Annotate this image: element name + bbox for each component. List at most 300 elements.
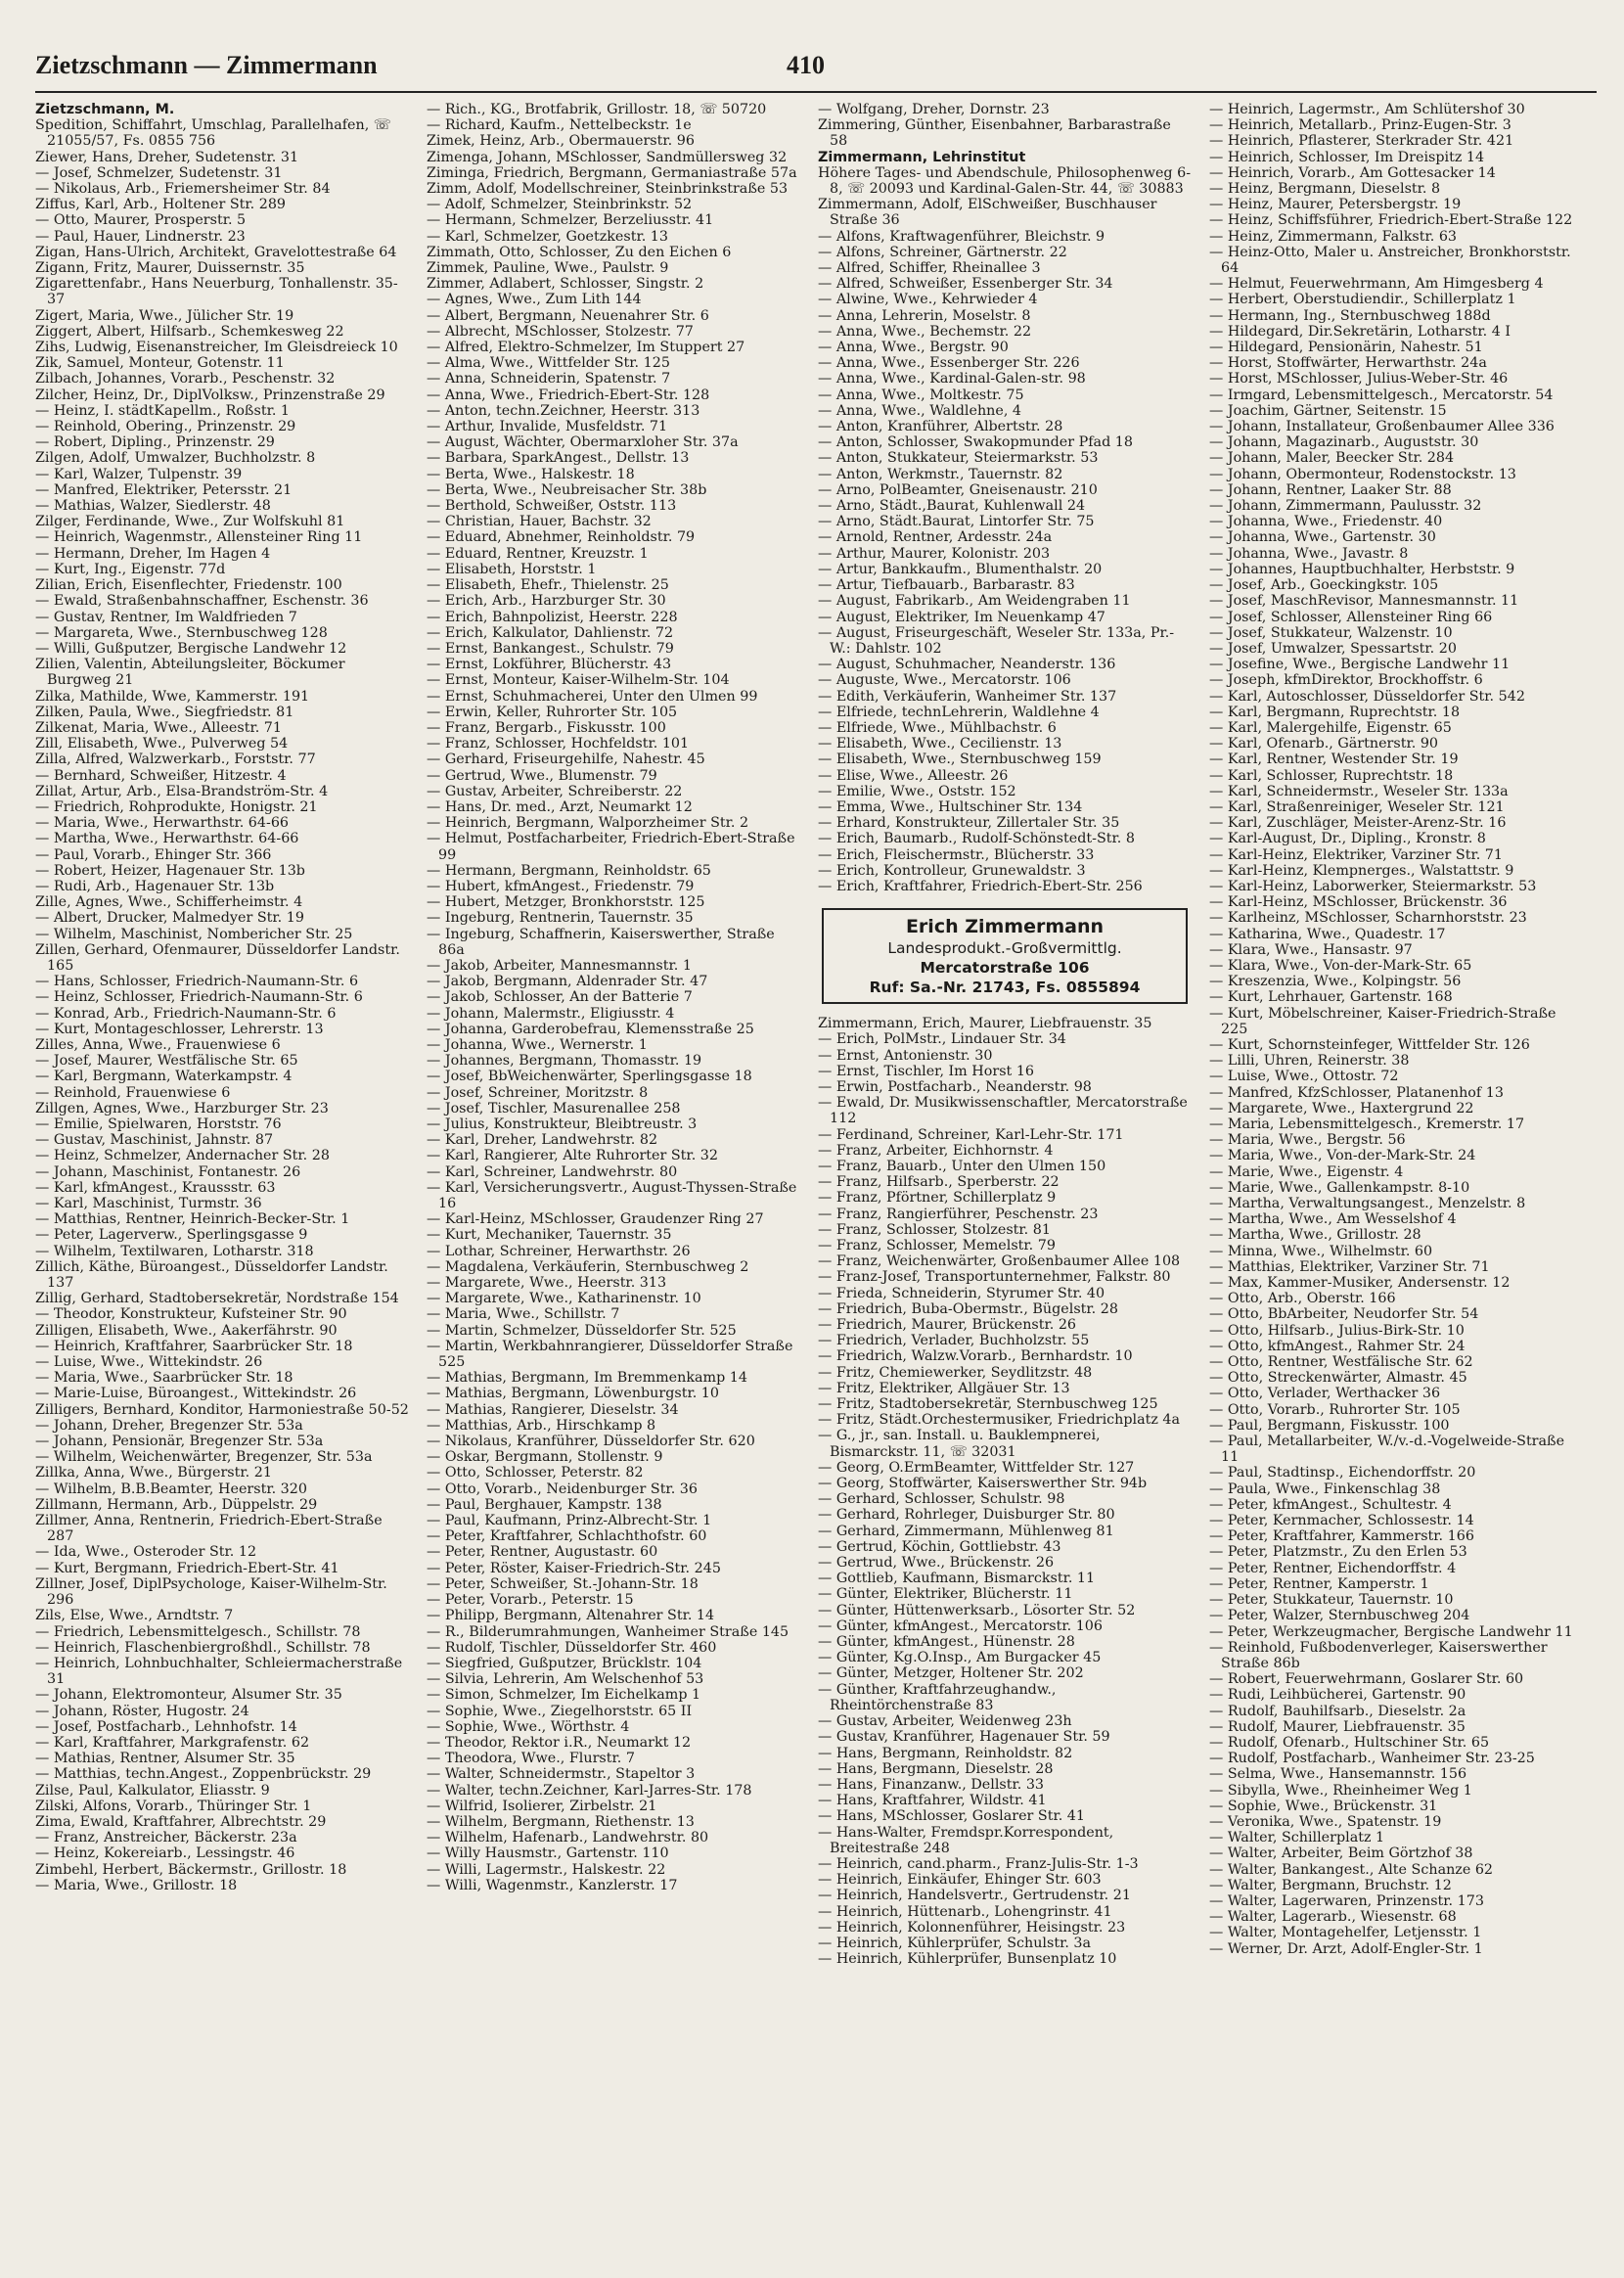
directory-entry: — Julius, Konstrukteur, Bleibtreustr. 3 [427,1116,698,1132]
directory-entry: — Anton, Kranführer, Albertstr. 28 [818,419,1063,435]
directory-entry: — Elfriede, Wwe., Mühlbachstr. 6 [818,719,1057,736]
directory-entry: — Paul, Bergmann, Fiskusstr. 100 [1209,1417,1450,1434]
directory-entry: — Gerhard, Rohrleger, Duisburger Str. 80 [818,1507,1115,1524]
directory-entry: — Walter, Arbeiter, Beim Görtzhof 38 [1209,1845,1473,1862]
directory-entry: — Johann, Maler, Beecker Str. 284 [1209,450,1455,467]
directory-entry: Zimenga, Johann, MSchlosser, Sandmüllersweg 32 [427,149,788,165]
directory-entry: — Hans, Schlosser, Friedrich-Naumann-Str. 6 [35,974,359,990]
directory-entry: — Georg, O.ErmBeamter, Wittfelder Str. 127 [818,1459,1135,1476]
directory-entry: — Ernst, Tischler, Im Horst 16 [818,1063,1035,1079]
directory-entry: — Heinz, Maurer, Petersbergstr. 19 [1209,197,1462,213]
directory-entry: Zimmek, Pauline, Wwe., Paulstr. 9 [427,260,669,277]
directory-entry: — Gertrud, Wwe., Brückenstr. 26 [818,1555,1055,1572]
directory-entry: — Matthias, Rentner, Heinrich-Becker-Str. 1 [35,1211,350,1228]
directory-entry: — Manfred, Elektriker, Petersstr. 21 [35,481,293,498]
directory-entry: — Heinrich, Vorarb., Am Gottesacker 14 [1209,164,1496,181]
directory-entry: — Rudi, Arb., Hagenauer Str. 13b [35,878,275,894]
directory-entry: — Johanna, Wwe., Wernerstr. 1 [427,1036,648,1053]
ad-phone: Ruf: Sa.-Nr. 21743, Fs. 0855894 [869,979,1141,997]
directory-entry: — Peter, Werkzeugmacher, Bergische Landwehr 11 [1209,1623,1573,1640]
directory-entry: — Mathias, Rentner, Alsumer Str. 35 [35,1751,295,1767]
directory-entry: — Otto, BbArbeiter, Neudorfer Str. 54 [1209,1306,1479,1323]
directory-entry: — Hans, Dr. med., Arzt, Neumarkt 12 [427,798,693,815]
directory-entry: — Walter, Lagerarb., Wiesenstr. 68 [1209,1909,1457,1926]
directory-entry: — Friedrich, Verlader, Buchholzstr. 55 [818,1333,1090,1349]
directory-entry: — Frieda, Schneiderin, Styrumer Str. 40 [818,1285,1105,1301]
directory-entry: — Günter, Hüttenwerksarb., Lösorter Str. 52 [818,1602,1136,1618]
directory-entry: Zilken, Paula, Wwe., Siegfriedstr. 81 [35,704,294,720]
ad-company-name: Erich Zimmermann [905,916,1105,938]
directory-entry: — Martin, Schmelzer, Düsseldorfer Str. 525 [427,1322,737,1339]
directory-entry: — Gertrud, Wwe., Blumenstr. 79 [427,767,657,784]
directory-entry: Zilles, Anna, Wwe., Frauenwiese 6 [35,1036,281,1053]
directory-entry: — August, Schuhmacher, Neanderstr. 136 [818,657,1116,673]
directory-entry: — Ewald, Dr. Musikwissenschaftler, Mercatorstraße 112 [818,1095,1188,1127]
directory-entry: — Wilhelm, Hafenarb., Landwehrstr. 80 [427,1830,709,1846]
directory-entry: — Karl, Rentner, Westender Str. 19 [1209,752,1459,768]
directory-entry: Ziminga, Friedrich, Bergmann, Germaniastraße 57a [427,164,797,181]
directory-entry: — Erich, Baumarb., Rudolf-Schönstedt-Str. 8 [818,831,1135,847]
directory-entry: — Johann, Pensionär, Bregenzer Str. 53a [35,1434,324,1450]
advertisement-box [822,908,1188,1004]
directory-entry: — Gottlieb, Kaufmann, Bismarckstr. 11 [818,1571,1096,1587]
directory-entry: — Kurt, Montageschlosser, Lehrerstr. 13 [35,1021,324,1037]
directory-entry: Zillig, Gerhard, Stadtobersekretär, Nordstraße 154 [35,1291,399,1307]
directory-entry: Zimmath, Otto, Schlosser, Zu den Eichen 6 [427,244,732,260]
directory-entry: — Franz, Bauarb., Unter den Ulmen 150 [818,1158,1106,1174]
directory-entry: — Karl, Schneidermstr., Weseler Str. 133a [1209,783,1509,799]
directory-entry: — Alfred, Elektro-Schmelzer, Im Stuppert 27 [427,340,745,356]
directory-entry: — Konrad, Arb., Friedrich-Naumann-Str. 6 [35,1005,337,1022]
directory-entry: — Karl-Heinz, Klempnerges., Walstattstr. 9 [1209,862,1514,879]
directory-entry: — August, Elektriker, Im Neuenkamp 47 [818,609,1105,625]
directory-entry: — Paul, Vorarb., Ehinger Str. 366 [35,846,272,863]
directory-entry: — Robert, Heizer, Hagenauer Str. 13b [35,862,305,879]
directory-entry: — Wilhelm, Weichenwärter, Bregenzer, Str. 53a [35,1449,373,1466]
directory-entry: — Heinrich, Flaschenbiergroßhdl., Schillstr. 78 [35,1639,371,1656]
directory-entry: — Johannes, Bergmann, Thomasstr. 19 [427,1053,702,1070]
directory-entry: Zilski, Alfons, Vorarb., Thüringer Str. 1 [35,1798,312,1814]
directory-entry: — Heinz, Schiffsführer, Friedrich-Ebert-Straße 122 [1209,212,1573,229]
directory-entry: — Ernst, Antonienstr. 30 [818,1047,993,1064]
directory-entry: — Karl, Malergehilfe, Eigenstr. 65 [1209,719,1452,736]
directory-entry: — Selma, Wwe., Hansemannstr. 156 [1209,1766,1467,1783]
directory-entry: Zillich, Käthe, Büroangest., Düsseldorfer Landstr. 137 [35,1258,388,1292]
directory-entry: — Siegfried, Gußputzer, Brücklstr. 104 [427,1655,702,1671]
directory-entry: — Paula, Wwe., Finkenschlag 38 [1209,1481,1441,1497]
directory-entry: — Johann, Zimmermann, Paulusstr. 32 [1209,498,1482,515]
directory-entry: — Friedrich, Maurer, Brückenstr. 26 [818,1317,1077,1334]
directory-entry: — Fritz, Stadtobersekretär, Sternbuschweg 125 [818,1396,1158,1413]
directory-entry: — Franz, Schlosser, Stolzestr. 81 [818,1221,1051,1238]
directory-entry: — Hildegard, Pensionärin, Nahestr. 51 [1209,340,1483,356]
directory-entry: — Rudolf, Maurer, Liebfrauenstr. 35 [1209,1718,1466,1735]
directory-entry: — Karl, Straßenreiniger, Weseler Str. 121 [1209,798,1505,815]
directory-entry: — Otto, Schlosser, Peterstr. 82 [427,1465,644,1481]
directory-entry: — Marie, Wwe., Gallenkampstr. 8-10 [1209,1179,1470,1196]
directory-entry: — Wilfrid, Isolierer, Zirbelstr. 21 [427,1798,657,1814]
directory-entry: — Gerhard, Schlosser, Schulstr. 98 [818,1491,1065,1508]
directory-entry: — Otto, Verlader, Werthacker 36 [1209,1386,1441,1402]
directory-entry: Zilbach, Johannes, Vorarb., Peschenstr. 32 [35,371,336,387]
directory-entry: — Johann, Installateur, Großenbaumer Allee 336 [1209,419,1555,435]
directory-entry: — Gustav, Maschinist, Jahnstr. 87 [35,1132,274,1149]
directory-entry: — Fritz, Städt.Orchestermusiker, Friedrichplatz 4a [818,1412,1181,1429]
directory-entry: — Franz, Anstreicher, Bäckerstr. 23a [35,1830,297,1846]
directory-entry: — Ferdinand, Schreiner, Karl-Lehr-Str. 171 [818,1126,1124,1143]
directory-entry: — Elisabeth, Wwe., Cecilienstr. 13 [818,736,1062,752]
directory-entry: — Johann, Magazinarb., Auguststr. 30 [1209,434,1479,451]
directory-entry: — Sophie, Wwe., Ziegelhorststr. 65 II [427,1703,693,1719]
directory-entry: — Johann, Röster, Hugostr. 24 [35,1703,249,1719]
directory-entry: Zimek, Heinz, Arb., Obermauerstr. 96 [427,133,695,150]
directory-entry: — Peter, kfmAngest., Schultestr. 4 [1209,1496,1452,1513]
directory-entry: — Auguste, Wwe., Mercatorstr. 106 [818,672,1071,689]
directory-entry: Zietzschmann, M. [35,102,175,117]
directory-entry: — Ernst, Monteur, Kaiser-Wilhelm-Str. 104 [427,672,730,689]
directory-entry: Zilger, Ferdinande, Wwe., Zur Wolfskuhl 81 [35,514,345,530]
directory-entry: — Gustav, Arbeiter, Schreiberstr. 22 [427,783,683,799]
directory-entry: — Erich, Bahnpolizist, Heerstr. 228 [427,609,678,625]
directory-entry: — Kurt, Mechaniker, Tauernstr. 35 [427,1227,672,1244]
directory-entry: — Gustav, Rentner, Im Waldfrieden 7 [35,609,297,625]
directory-entry: Ziggert, Albert, Hilfsarb., Schemkesweg 22 [35,323,344,340]
directory-entry: — Maria, Lebensmittelgesch., Kremerstr. 17 [1209,1116,1525,1132]
directory-entry: Zilian, Erich, Eisenflechter, Friedenstr. 100 [35,577,342,594]
directory-entry: — Alwine, Wwe., Kehrwieder 4 [818,292,1038,308]
directory-entry: Zimmer, Adlabert, Schlosser, Singstr. 2 [427,276,704,293]
directory-entry: — Robert, Feuerwehrmann, Goslarer Str. 60 [1209,1671,1524,1688]
directory-entry: Zillmer, Anna, Rentnerin, Friedrich-Ebert-Straße 287 [35,1513,383,1545]
directory-entry: — Kurt, Lehrhauer, Gartenstr. 168 [1209,989,1453,1006]
directory-entry: — Anna, Wwe., Waldlehne, 4 [818,402,1022,419]
directory-entry: — Peter, Vorarb., Peterstr. 15 [427,1592,634,1609]
directory-entry: Zillen, Gerhard, Ofenmaurer, Düsseldorfer Landstr. 165 [35,941,400,974]
directory-entry: — Walter, Lagerwaren, Prinzenstr. 173 [1209,1892,1484,1909]
directory-entry: — Anna, Schneiderin, Spatenstr. 7 [427,371,671,387]
directory-entry: — Heinrich, Handelsvertr., Gertrudenstr. 21 [818,1888,1131,1904]
directory-entry: — Matthias, Elektriker, Varziner Str. 71 [1209,1258,1490,1275]
directory-entry: — R., Bilderumrahmungen, Wanheimer Straße 145 [427,1623,789,1640]
directory-entry: — Margarete, Wwe., Katharinenstr. 10 [427,1291,701,1307]
directory-entry: — Gerhard, Zimmermann, Mühlenweg 81 [818,1523,1114,1539]
directory-entry: — Edith, Verkäuferin, Wanheimer Str. 137 [818,688,1117,705]
directory-entry: — Walter, Bergmann, Bruchstr. 12 [1209,1877,1452,1893]
directory-entry: — Rudolf, Postfacharb., Wanheimer Str. 23-25 [1209,1751,1535,1767]
directory-entry: — Martha, Verwaltungsangest., Menzelstr. 8 [1209,1196,1526,1212]
directory-entry: — Elfriede, technLehrerin, Waldlehne 4 [818,704,1100,720]
directory-entry: — Wolfgang, Dreher, Dornstr. 23 [818,102,1050,117]
directory-entry: — Otto, Vorarb., Ruhrorter Str. 105 [1209,1401,1461,1418]
directory-entry: — Lilli, Uhren, Reinerstr. 38 [1209,1053,1410,1070]
directory-entry: — Ingeburg, Schaffnerin, Kaiserswerther, Straße 86a [427,926,775,958]
directory-entry: — Irmgard, Lebensmittelgesch., Mercatorstr. 54 [1209,387,1554,403]
directory-entry: — Manfred, KfzSchlosser, Platanenhof 13 [1209,1084,1504,1101]
directory-entry: Zilligen, Elisabeth, Wwe., Aakerfährstr. 90 [35,1322,338,1339]
directory-entry: Zimm, Adolf, Modellschreiner, Steinbrinkstraße 53 [427,181,789,198]
directory-entry: — Peter, Platzmstr., Zu den Erlen 53 [1209,1544,1467,1561]
directory-entry: Zigarettenfabr., Hans Neuerburg, Tonhallenstr. 35-37 [35,276,398,308]
directory-entry: — Joachim, Gärtner, Seitenstr. 15 [1209,402,1447,419]
directory-entry: — Willi, Gußputzer, Bergische Landwehr 12 [35,640,347,657]
directory-entry: — Willy Hausmstr., Gartenstr. 110 [427,1845,669,1862]
directory-entry: — Maria, Wwe., Bergstr. 56 [1209,1132,1406,1149]
directory-entry: — Gustav, Arbeiter, Weidenweg 23h [818,1713,1072,1730]
directory-entry: — Anton, Stukkateur, Steiermarkstr. 53 [818,450,1099,467]
directory-entry: — Johann, Malermstr., Eligiusstr. 4 [427,1005,675,1022]
column-3-top [818,102,1192,894]
directory-entry: Zilkenat, Maria, Wwe., Alleestr. 71 [35,719,282,736]
column-3 [818,102,1192,1967]
directory-entry: — Peter, Rentner, Eichendorffstr. 4 [1209,1560,1457,1576]
directory-entry: — Anna, Wwe., Bergstr. 90 [818,340,1009,356]
directory-entry: — Walter, Montagehelfer, Letjensstr. 1 [1209,1925,1482,1941]
directory-entry: — Erich, Kraftfahrer, Friedrich-Ebert-Str. 256 [818,878,1143,894]
directory-entry: — Reinhold, Obering., Prinzenstr. 29 [35,419,296,435]
directory-entry: — Margarete, Wwe., Haxtergrund 22 [1209,1100,1474,1116]
directory-entry: — Luise, Wwe., Wittekindstr. 26 [35,1354,263,1371]
directory-entry: — Arno, Städt.Baurat, Lintorfer Str. 75 [818,514,1095,530]
directory-entry: — Günter, Metzger, Holtener Str. 202 [818,1665,1084,1682]
directory-entry: — Willi, Wagenmstr., Kanzlerstr. 17 [427,1877,678,1893]
directory-entry: — Peter, Röster, Kaiser-Friedrich-Str. 245 [427,1560,721,1576]
directory-entry: — Otto, Arb., Oberstr. 166 [1209,1291,1396,1307]
directory-entry: — Heinz, Zimmermann, Falkstr. 63 [1209,228,1458,245]
directory-entry: — Hubert, Metzger, Bronkhorststr. 125 [427,894,705,911]
directory-entry: — Silvia, Lehrerin, Am Welschenhof 53 [427,1671,704,1688]
directory-entry: — Matthias, Arb., Hirschkamp 8 [427,1417,656,1434]
directory-entry: — Veronika, Wwe., Spatenstr. 19 [1209,1813,1442,1830]
directory-entry: — Heinrich, Kühlerprüfer, Bunsenplatz 10 [818,1951,1117,1968]
directory-entry: — Maria, Wwe., Von-der-Mark-Str. 24 [1209,1148,1476,1164]
directory-entry: — Josef, BbWeichenwärter, Sperlingsgasse 18 [427,1069,752,1085]
directory-entry: — Helmut, Feuerwehrmann, Am Himgesberg 4 [1209,276,1544,293]
directory-entry: — Heinrich, Einkäufer, Ehinger Str. 603 [818,1872,1102,1889]
directory-entry: — Karl-Heinz, MSchlosser, Brückenstr. 36 [1209,894,1508,911]
directory-entry: — Ernst, Lokführer, Blücherstr. 43 [427,657,672,673]
directory-entry: — Reinhold, Fußbodenverleger, Kaiserswerther Straße 86b [1209,1639,1548,1671]
directory-entry: — Otto, Maurer, Prosperstr. 5 [35,212,247,229]
directory-entry: — Arthur, Invalide, Musfeldstr. 71 [427,419,668,435]
directory-entry: — Heinrich, Metallarb., Prinz-Eugen-Str. 3 [1209,117,1511,134]
directory-entry: Zils, Else, Wwe., Arndtstr. 7 [35,1608,234,1624]
directory-entry: — Richard, Kaufm., Nettelbeckstr. 1e [427,117,692,134]
directory-entry: — Johanna, Wwe., Javastr. 8 [1209,545,1409,562]
directory-entry: — Maria, Wwe., Schillstr. 7 [427,1306,620,1323]
directory-entry: — Magdalena, Verkäuferin, Sternbuschweg 2 [427,1258,749,1275]
directory-entry: — Barbara, SparkAngest., Dellstr. 13 [427,450,690,467]
directory-entry: — Heinz-Otto, Maler u. Anstreicher, Bronkhorststr. 64 [1209,244,1571,277]
directory-entry: Zilka, Mathilde, Wwe, Kammerstr. 191 [35,688,310,705]
directory-entry: — Otto, Hilfsarb., Julius-Birk-Str. 10 [1209,1322,1465,1339]
directory-entry: — Heinz, Schmelzer, Andernacher Str. 28 [35,1148,330,1164]
directory-entry: — Hans, Bergmann, Reinholdstr. 82 [818,1745,1073,1761]
directory-entry: — Johanna, Wwe., Gartenstr. 30 [1209,529,1436,546]
header-rule [35,91,1597,93]
directory-entry: — Wilhelm, Maschinist, Nombericher Str. 25 [35,926,353,942]
directory-entry: — Kurt, Möbelschreiner, Kaiser-Friedrich-Straße 225 [1209,1005,1556,1037]
directory-entry: — Heinrich, Kühlerprüfer, Schulstr. 3a [818,1935,1092,1951]
directory-entry: — Heinz, Schlosser, Friedrich-Naumann-Str. 6 [35,989,363,1006]
directory-entry: — Karl-Heinz, Elektriker, Varziner Str. 71 [1209,846,1503,863]
directory-entry: — Horst, MSchlosser, Julius-Weber-Str. 46 [1209,371,1509,387]
directory-entry: — Anna, Lehrerin, Moselstr. 8 [818,307,1031,324]
directory-entry: Zihs, Ludwig, Eisenanstreicher, Im Gleisdreieck 10 [35,340,398,356]
directory-entry: — Josef, Schmelzer, Sudetenstr. 31 [35,164,283,181]
directory-entry: — Anna, Wwe., Moltkestr. 75 [818,387,1024,403]
directory-entry: — Ida, Wwe., Osteroder Str. 12 [35,1544,257,1561]
directory-entry: — Hermann, Ing., Sternbuschweg 188d [1209,307,1491,324]
directory-entry: — Peter, Schweißer, St.-Johann-Str. 18 [427,1575,699,1592]
directory-entry: Ziffus, Karl, Arb., Holtener Str. 289 [35,197,287,213]
directory-entry: — Rudi, Leihbücherei, Gartenstr. 90 [1209,1687,1466,1704]
directory-entry: — Paul, Stadtinsp., Eichendorffstr. 20 [1209,1465,1476,1481]
directory-entry: — Karl, kfmAngest., Kraussstr. 63 [35,1179,276,1196]
directory-entry: — Peter, Kraftfahrer, Schlachthofstr. 60 [427,1528,707,1545]
directory-entry: — Franz, Weichenwärter, Großenbaumer Allee 108 [818,1253,1181,1270]
directory-entry: — Hubert, kfmAngest., Friedenstr. 79 [427,878,695,894]
directory-entry: — Berta, Wwe., Neubreisacher Str. 38b [427,481,707,498]
directory-entry: — Eduard, Abnehmer, Reinholdstr. 79 [427,529,696,546]
directory-entry: — Karl, Schlosser, Ruprechtstr. 18 [1209,767,1454,784]
directory-entry: — Paul, Berghauer, Kampstr. 138 [427,1496,662,1513]
directory-entry: Zilse, Paul, Kalkulator, Eliasstr. 9 [35,1782,270,1799]
directory-entry: — Hermann, Dreher, Im Hagen 4 [35,545,271,562]
directory-entry: — Friedrich, Lebensmittelgesch., Schillstr. 78 [35,1623,361,1640]
directory-entry: — Albrecht, MSchlosser, Stolzestr. 77 [427,323,694,340]
directory-entry: — Elisabeth, Wwe., Sternbuschweg 159 [818,752,1102,768]
directory-entry: — Hans, Kraftfahrer, Wildstr. 41 [818,1793,1047,1809]
directory-entry: — Heinrich, Wagenmstr., Allensteiner Ring 11 [35,529,363,546]
directory-entry: — Karlheinz, MSchlosser, Scharnhorststr. 23 [1209,910,1527,927]
directory-entry: — Otto, Streckenwärter, Almastr. 45 [1209,1370,1467,1387]
directory-entry: Zima, Ewald, Kraftfahrer, Albrechtstr. 29 [35,1813,327,1830]
directory-entry: — Josef, Maurer, Westfälische Str. 65 [35,1053,298,1070]
directory-entry: — Rudolf, Tischler, Düsseldorfer Str. 460 [427,1639,717,1656]
directory-entry: — Karl, Zuschläger, Meister-Arenz-Str. 16 [1209,815,1507,832]
directory-entry: — Mathias, Rangierer, Dieselstr. 34 [427,1401,679,1418]
directory-entry: — Otto, Vorarb., Neidenburger Str. 36 [427,1481,698,1497]
directory-entry: — Johann, Obermonteur, Rodenstockstr. 13 [1209,466,1516,482]
directory-entry: — Eduard, Rentner, Kreuzstr. 1 [427,545,649,562]
directory-entry: — Gerhard, Friseurgehilfe, Nahestr. 45 [427,752,705,768]
directory-entry: — Anna, Wwe., Friedrich-Ebert-Str. 128 [427,387,710,403]
directory-entry: Zimbehl, Herbert, Bäckermstr., Grillostr. 18 [35,1861,347,1878]
directory-entry: — Franz, Schlosser, Memelstr. 79 [818,1238,1056,1253]
directory-entry: Zigan, Hans-Ulrich, Architekt, Gravelottestraße 64 [35,244,397,260]
directory-entry: — Kreszenzia, Wwe., Kolpingstr. 56 [1209,974,1462,990]
directory-entry: — Maria, Wwe., Grillostr. 18 [35,1877,238,1893]
directory-entry: — Josef, Tischler, Masurenallee 258 [427,1100,681,1116]
directory-entry: — Walter, Schillerplatz 1 [1209,1830,1385,1846]
directory-entry: — Hermann, Schmelzer, Berzeliusstr. 41 [427,212,714,229]
directory-entry: — Peter, Rentner, Kamperstr. 1 [1209,1575,1429,1592]
directory-entry: — Peter, Lagerverw., Sperlingsgasse 9 [35,1227,308,1244]
directory-entry: Zimmermann, Erich, Maurer, Liebfrauenstr. 35 [818,1016,1152,1032]
directory-entry: — Sophie, Wwe., Wörthstr. 4 [427,1718,630,1735]
directory-entry: — Kurt, Bergmann, Friedrich-Ebert-Str. 41 [35,1560,339,1576]
directory-entry: — Berta, Wwe., Halskestr. 18 [427,466,635,482]
directory-entry: — Martha, Wwe., Grillostr. 28 [1209,1227,1421,1244]
column-3-bottom [818,1016,1192,1967]
directory-entry: — Agnes, Wwe., Zum Lith 144 [427,292,642,308]
directory-entry: — Jakob, Schlosser, An der Batterie 7 [427,989,693,1006]
directory-entry: — Friedrich, Walzw.Vorarb., Bernhardstr. 10 [818,1348,1133,1365]
directory-entry: — Georg, Stoffwärter, Kaiserswerther Str. 94b [818,1476,1148,1492]
directory-entry: — Elisabeth, Ehefr., Thielenstr. 25 [427,577,669,594]
directory-entry: — Emma, Wwe., Hultschiner Str. 134 [818,798,1083,815]
directory-entry: — Christian, Hauer, Bachstr. 32 [427,514,652,530]
directory-entry: — Heinrich, Lohnbuchhalter, Schleiermacherstraße 31 [35,1655,403,1688]
directory-entry: Zillgen, Agnes, Wwe., Harzburger Str. 23 [35,1100,329,1116]
directory-entry: — Paul, Kaufmann, Prinz-Albrecht-Str. 1 [427,1513,712,1529]
directory-entry: — Matthias, techn.Angest., Zoppenbrückstr. 29 [35,1766,372,1783]
directory-entry: — Heinrich, Hüttenarb., Lohengrinstr. 41 [818,1903,1112,1920]
directory-entry: — Franz, Pförtner, Schillerplatz 9 [818,1190,1057,1207]
directory-entry: — Kurt, Schornsteinfeger, Wittfelder Str. 126 [1209,1036,1530,1053]
directory-entry: — Rich., KG., Brotfabrik, Grillostr. 18, ☏ 50720 [427,102,767,117]
directory-entry: — Katharina, Wwe., Quadestr. 17 [1209,926,1446,942]
directory-entry: — Hans, Bergmann, Dieselstr. 28 [818,1760,1054,1777]
directory-entry: — Karl-August, Dr., Dipling., Kronstr. 8 [1209,831,1486,847]
directory-entry: — Johannes, Hauptbuchhalter, Herbststr. 9 [1209,561,1515,577]
directory-entry: — Robert, Dipling., Prinzenstr. 29 [35,434,275,451]
directory-entry: — Josef, Stukkateur, Walzenstr. 10 [1209,624,1453,641]
directory-entry: — Hans, Finanzanw., Dellstr. 33 [818,1776,1045,1793]
directory-entry: — Heinrich, Bergmann, Walporzheimer Str. 2 [427,815,749,832]
directory-entry: — Josef, Arb., Goeckingkstr. 105 [1209,577,1439,594]
directory-entry: — Arno, Städt.,Baurat, Kuhlenwall 24 [818,498,1086,515]
directory-entry: — August, Friseurgeschäft, Weseler Str. 133a, Pr.-W.: Dahlstr. 102 [818,624,1175,657]
directory-entry: — Anna, Wwe., Kardinal-Galen-str. 98 [818,371,1086,387]
directory-entry: — Werner, Dr. Arzt, Adolf-Engler-Str. 1 [1209,1940,1483,1957]
ad-address: Mercatorstraße 106 [920,959,1090,978]
directory-entry: — Karl, Kraftfahrer, Markgrafenstr. 62 [35,1734,310,1751]
directory-entry: — Erich, Arb., Harzburger Str. 30 [427,593,666,610]
directory-entry: — Anna, Wwe., Bechemstr. 22 [818,323,1032,340]
directory-entry: — Günter, Kg.O.Insp., Am Burgacker 45 [818,1650,1102,1666]
directory-entry: Zillmann, Hermann, Arb., Düppelstr. 29 [35,1496,318,1513]
directory-entry: — Friedrich, Buba-Obermstr., Bügelstr. 28 [818,1300,1118,1317]
directory-entry: Zigert, Maria, Wwe., Jülicher Str. 19 [35,307,294,324]
directory-entry: Zill, Elisabeth, Wwe., Pulverweg 54 [35,736,289,752]
directory-entry: — Josef, Schlosser, Allensteiner Ring 66 [1209,609,1493,625]
directory-entry: — Günter, kfmAngest., Mercatorstr. 106 [818,1617,1103,1634]
directory-entry: — G., jr., san. Install. u. Bauklempnerei, Bismarckstr. 11, ☏ 32031 [818,1428,1101,1460]
directory-entry: — Günter, kfmAngest., Hünenstr. 28 [818,1634,1075,1651]
directory-entry: — Karl, Walzer, Tulpenstr. 39 [35,466,243,482]
directory-entry: — Franz, Schlosser, Hochfeldstr. 101 [427,736,690,752]
directory-entry: — Kurt, Ing., Eigenstr. 77d [35,561,226,577]
directory-entry: — Luise, Wwe., Ottostr. 72 [1209,1069,1399,1085]
directory-entry: — Albert, Bergmann, Neuenahrer Str. 6 [427,307,709,324]
page-title: Zietzschmann — Zimmermann [35,51,378,79]
directory-entry: — Anton, Werkmstr., Tauernstr. 82 [818,466,1063,482]
page-number: 410 [787,51,825,79]
directory-entry: — Arthur, Maurer, Kolonistr. 203 [818,545,1051,562]
directory-entry: — Otto, Rentner, Westfälische Str. 62 [1209,1354,1473,1371]
directory-entry: — Albert, Drucker, Malmedyer Str. 19 [35,910,304,927]
directory-entry: — Fritz, Elektriker, Allgäuer Str. 13 [818,1380,1070,1396]
directory-entry: — Heinrich, Lagermstr., Am Schlütershof 30 [1209,102,1525,117]
directory-entry: — Theodora, Wwe., Flurstr. 7 [427,1751,635,1767]
directory-entry: Ziewer, Hans, Dreher, Sudetenstr. 31 [35,149,299,165]
directory-entry: — Lothar, Schreiner, Herwarthstr. 26 [427,1243,691,1259]
directory-entry: — Arno, PolBeamter, Gneisenaustr. 210 [818,481,1098,498]
directory-entry: — Walter, Schneidermstr., Stapeltor 3 [427,1766,696,1783]
directory-entry: — Anton, Schlosser, Swakopmunder Pfad 18 [818,434,1133,451]
directory-entry: — Artur, Bankkaufm., Blumenthalstr. 20 [818,561,1103,577]
